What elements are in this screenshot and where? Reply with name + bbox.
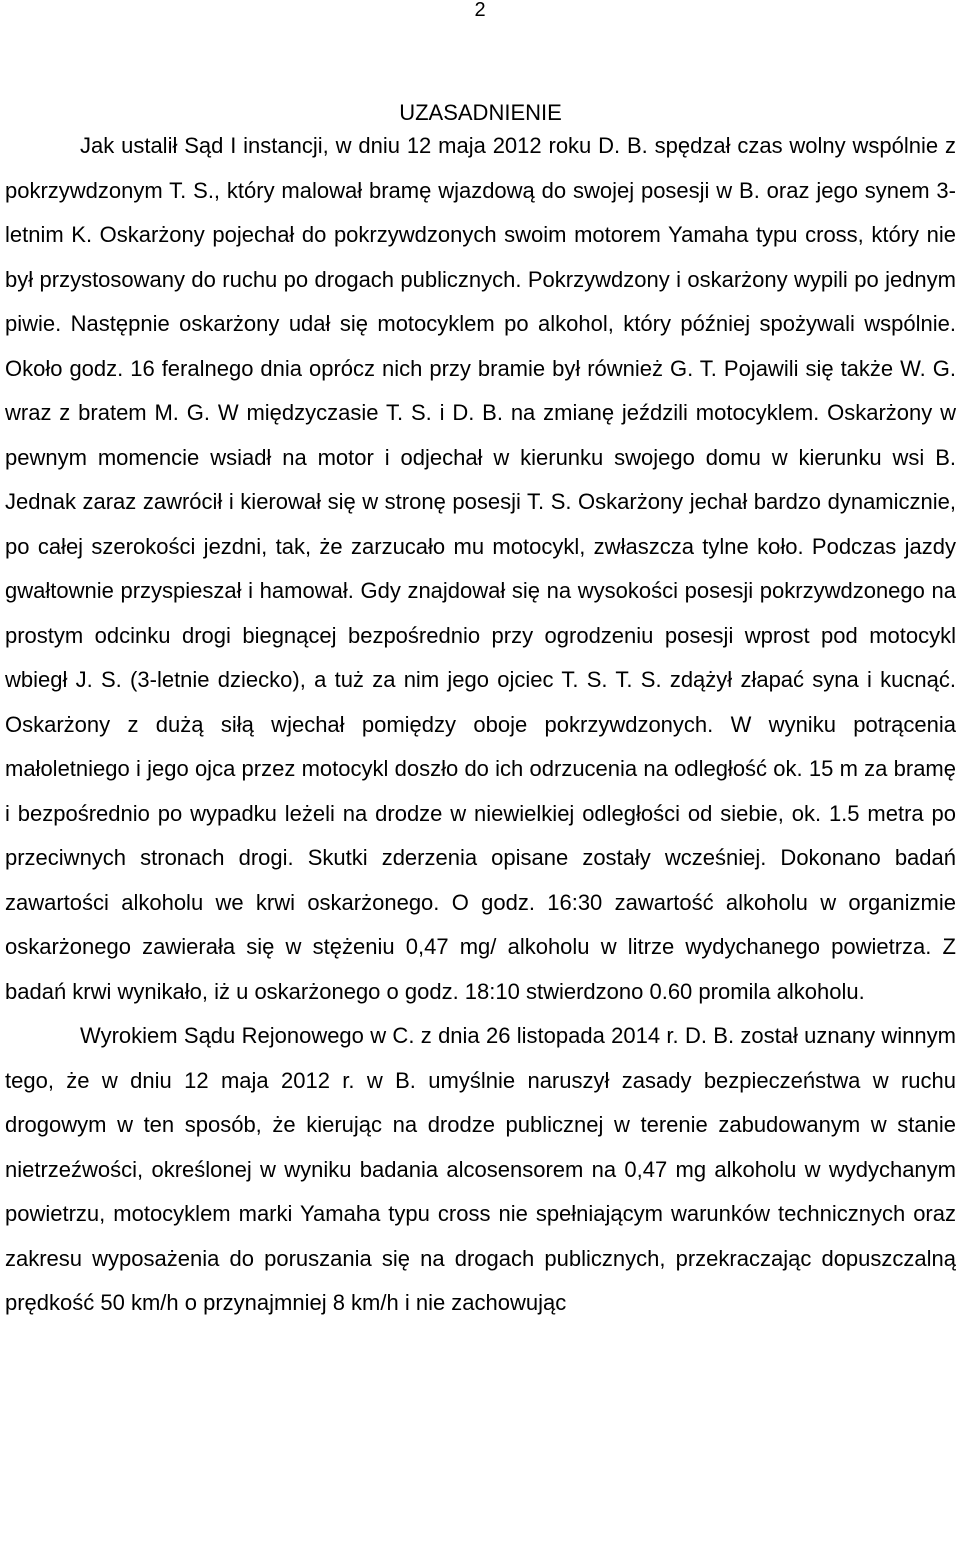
paragraph-facts: Jak ustalił Sąd I instancji, w dniu 12 maja 2012 roku D. B. spędzał czas wolny wspólnie z pokrzywdzonym T. S., który malował bramę wjazdową do swojej posesji w B. oraz jego synem 3-letnim K. Oskarżony pojechał do pokrzywdzonych swoim motorem Yamaha typu cross, który nie był przystosowany do ruchu po drogach publicznych. Pokrzywdzony i oskarżony wypili po jednym piwie. Następnie oskarżony udał się motocyklem po alkohol, który później spożywali wspólnie. Około godz. 16 feralnego dnia oprócz nich przy bramie był również G. T. Pojawili się także W. G. wraz z bratem M. G. W międzyczasie T. S. i D. B. na zmianę jeździli motocyklem. Oskarżony w pewnym momencie wsiadł na motor i odjechał w kierunku swojego domu w kierunku wsi B. Jednak zaraz zawrócił i kierował się w stronę posesji T. S. Oskarżony jechał bardzo dynamicznie, po całej szerokości jezdni, tak, że zarzucało mu motocykl, zwłaszcza tylne koło. Podczas jazdy gwałtownie przyspieszał i hamował. Gdy znajdował się na wysokości posesji pokrzywdzonego na prostym odcinku drogi biegnącej bezpośrednio przy ogrodzeniu posesji wprost pod motocykl wbiegł J. S. (3-letnie dziecko), a tuż za nim jego ojciec T. S. T. S. zdążył złapać syna i kucnąć. Oskarżony z dużą siłą wjechał pomiędzy oboje pokrzywdzonych. W wyniku potrącenia małoletniego i jego ojca przez motocykl doszło do ich odrzucenia na odległość ok. 15 m za bramę i bezpośrednio po wypadku leżeli na drodze w niewielkiej odległości od siebie, ok. 1.5 metra po przeciwnych stronach drogi. Skutki zderzenia opisane zostały wcześniej. Dokonano badań zawartości alkoholu we krwi oskarżonego. O godz. 16:30 zawartość alkoholu w organizmie oskarżonego zawierała się w stężeniu 0,47 mg/ alkoholu w litrze wydychanego powietrza. Z badań krwi wynikało, iż u oskarżonego o godz. 18:10 stwierdzono 0.60 promila alkoholu. (5, 133, 956, 1004)
page-number: 2 (474, 0, 486, 21)
document-body (5, 96, 956, 1326)
document-heading: UZASADNIENIE (399, 100, 562, 125)
paragraph-verdict: Wyrokiem Sądu Rejonowego w C. z dnia 26 listopada 2014 r. D. B. został uznany winnym tego, że w dniu 12 maja 2012 r. w B. umyślnie naruszył zasady bezpieczeństwa w ruchu drogowym w ten sposób, że kierując na drodze publicznej w terenie zabudowanym w stanie nietrzeźwości, określonej w wyniku badania alcosensorem na 0,47 mg alkoholu w wydychanym powietrzu, motocyklem marki Yamaha typu cross nie spełniającym warunków technicznych oraz zakresu wyposażenia do poruszania się na drogach publicznych, przekraczając dopuszczalną prędkość 50 km/h o przynajmniej 8 km/h i nie zachowując (5, 1023, 956, 1315)
